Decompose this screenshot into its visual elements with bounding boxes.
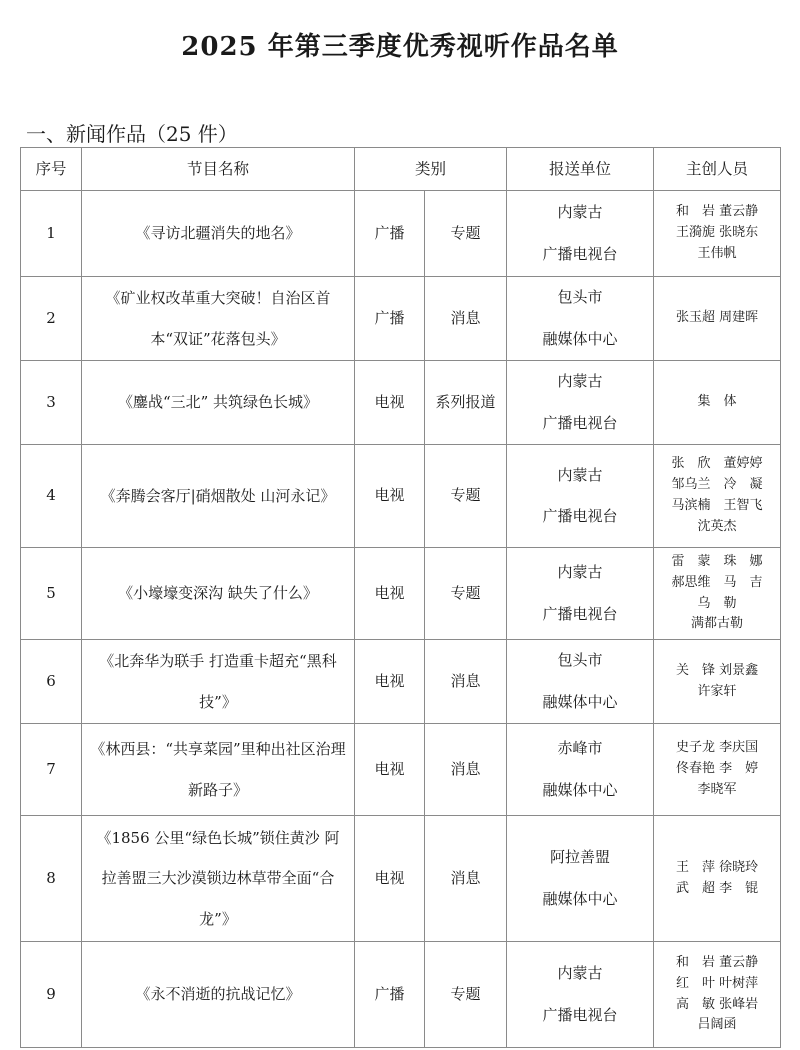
page-title: 2025 年第三季度优秀视听作品名单 xyxy=(181,32,619,62)
submitting-unit xyxy=(507,816,654,942)
program-name: 《林西县：“共享菜园”里种出社区治理新路子》 xyxy=(82,724,355,816)
unit-line: 融媒体中心 xyxy=(542,692,618,711)
creator-line: 集 体 xyxy=(697,394,737,410)
category-type: 专题 xyxy=(425,191,507,277)
creators xyxy=(654,942,781,1048)
category-media: 广播 xyxy=(355,191,425,277)
category-media: 电视 xyxy=(355,640,425,724)
creator-line: 佟春艳 李 婷 xyxy=(675,761,759,777)
works-table xyxy=(20,147,781,1048)
header-category: 类别 xyxy=(355,148,507,191)
unit-line: 融媒体中心 xyxy=(542,889,618,908)
table-header-row xyxy=(21,148,781,191)
creator-line: 史子龙 李庆国 xyxy=(675,740,759,756)
category-media: 广播 xyxy=(355,942,425,1048)
creator-line: 马滨楠 王智飞 xyxy=(671,498,763,513)
creator-line: 和 岩 董云静 xyxy=(675,204,759,220)
row-number: 5 xyxy=(21,548,82,640)
category-media: 电视 xyxy=(355,816,425,942)
unit-line: 广播电视台 xyxy=(542,244,618,263)
unit-line: 广播电视台 xyxy=(542,604,618,623)
submitting-unit xyxy=(507,640,654,724)
creators xyxy=(654,548,781,640)
table-row xyxy=(21,191,781,277)
row-number: 2 xyxy=(21,277,82,361)
unit-line: 内蒙古 xyxy=(557,964,603,983)
row-number: 8 xyxy=(21,816,82,942)
unit-line: 广播电视台 xyxy=(542,413,618,432)
creator-line: 关 锋 刘景鑫 xyxy=(675,662,759,678)
category-type: 专题 xyxy=(425,548,507,640)
category-type: 专题 xyxy=(425,445,507,548)
unit-line: 阿拉善盟 xyxy=(550,848,611,867)
table-row xyxy=(21,724,781,816)
creator-line: 李晓军 xyxy=(697,781,737,797)
table-row xyxy=(21,277,781,361)
category-type: 系列报道 xyxy=(425,361,507,445)
unit-line: 包头市 xyxy=(557,288,603,307)
unit-line: 广播电视台 xyxy=(542,507,618,525)
header-no: 序号 xyxy=(21,148,82,191)
row-number: 4 xyxy=(21,445,82,548)
unit-line: 内蒙古 xyxy=(557,563,603,582)
category-media: 广播 xyxy=(355,277,425,361)
creators xyxy=(654,445,781,548)
row-number: 3 xyxy=(21,361,82,445)
unit-line: 赤峰市 xyxy=(557,739,603,758)
submitting-unit xyxy=(507,277,654,361)
table-row xyxy=(21,942,781,1048)
row-number: 1 xyxy=(21,191,82,277)
creator-line: 邹乌兰 冷 凝 xyxy=(671,477,763,493)
program-name: 《1856 公里“绿色长城”锁住黄沙 阿拉善盟三大沙漠锁边林草带全面“合龙”》 xyxy=(82,816,355,942)
category-media: 电视 xyxy=(355,548,425,640)
creator-line: 许家轩 xyxy=(697,683,737,699)
program-name: 《矿业权改革重大突破！自治区首本“双证”花落包头》 xyxy=(82,277,355,361)
category-type: 消息 xyxy=(425,816,507,942)
row-number: 7 xyxy=(21,724,82,816)
creator-line: 高 敏 张峰岩 xyxy=(675,996,759,1012)
creator-line: 吕阔函 xyxy=(697,1017,737,1033)
unit-line: 内蒙古 xyxy=(557,372,603,391)
creator-line: 红 叶 叶树萍 xyxy=(675,975,759,991)
category-media: 电视 xyxy=(355,724,425,816)
category-type: 消息 xyxy=(425,724,507,816)
creators xyxy=(654,277,781,361)
program-name: 《奔腾会客厅|硝烟散处 山河永记》 xyxy=(82,445,355,548)
creator-line: 和 岩 董云静 xyxy=(675,954,759,970)
category-media: 电视 xyxy=(355,445,425,548)
category-type: 专题 xyxy=(425,942,507,1048)
table-row xyxy=(21,361,781,445)
creator-line: 张 欣 董婷婷 xyxy=(671,456,763,472)
creators xyxy=(654,361,781,445)
submitting-unit xyxy=(507,191,654,277)
creator-line: 乌 勒 xyxy=(697,595,737,611)
row-number: 9 xyxy=(21,942,82,1048)
category-type: 消息 xyxy=(425,277,507,361)
submitting-unit xyxy=(507,548,654,640)
submitting-unit xyxy=(507,724,654,816)
unit-line: 融媒体中心 xyxy=(542,780,618,799)
header-people: 主创人员 xyxy=(654,148,781,191)
program-name: 《鏖战“三北” 共筑绿色长城》 xyxy=(82,361,355,445)
table-row xyxy=(21,445,781,548)
creator-line: 王 萍 徐晓玲 xyxy=(675,859,759,875)
creators xyxy=(654,816,781,942)
creator-line: 郝思维 马 吉 xyxy=(671,574,763,590)
category-media: 电视 xyxy=(355,361,425,445)
unit-line: 内蒙古 xyxy=(557,203,603,222)
creator-line: 武 超 李 锟 xyxy=(675,880,759,896)
header-unit: 报送单位 xyxy=(507,148,654,191)
creator-line: 王漪旎 张晓东 xyxy=(675,225,759,241)
row-number: 6 xyxy=(21,640,82,724)
program-name: 《永不消逝的抗战记忆》 xyxy=(82,942,355,1048)
header-name: 节目名称 xyxy=(82,148,355,191)
creator-line: 满都古勒 xyxy=(691,616,744,632)
creators xyxy=(654,191,781,277)
program-name: 《寻访北疆消失的地名》 xyxy=(82,191,355,277)
creator-line: 王伟帆 xyxy=(697,245,737,261)
creator-line: 雷 蒙 珠 娜 xyxy=(671,553,763,569)
table-body xyxy=(21,191,781,1048)
unit-line: 内蒙古 xyxy=(557,465,603,484)
submitting-unit xyxy=(507,361,654,445)
table-row xyxy=(21,816,781,942)
creators xyxy=(654,640,781,724)
unit-line: 包头市 xyxy=(557,651,603,670)
submitting-unit xyxy=(507,942,654,1048)
creator-line: 沈英杰 xyxy=(697,518,737,534)
creator-line: 张玉超 周建晖 xyxy=(675,310,759,326)
section-heading: 一、新闻作品（25 件） xyxy=(26,122,238,146)
category-type: 消息 xyxy=(425,640,507,724)
table-row xyxy=(21,640,781,724)
table-row xyxy=(21,548,781,640)
creators xyxy=(654,724,781,816)
program-name: 《北奔华为联手 打造重卡超充“黑科技”》 xyxy=(82,640,355,724)
unit-line: 融媒体中心 xyxy=(542,329,618,348)
unit-line: 广播电视台 xyxy=(542,1005,618,1024)
submitting-unit xyxy=(507,445,654,548)
program-name: 《小壕壕变深沟 缺失了什么》 xyxy=(82,548,355,640)
